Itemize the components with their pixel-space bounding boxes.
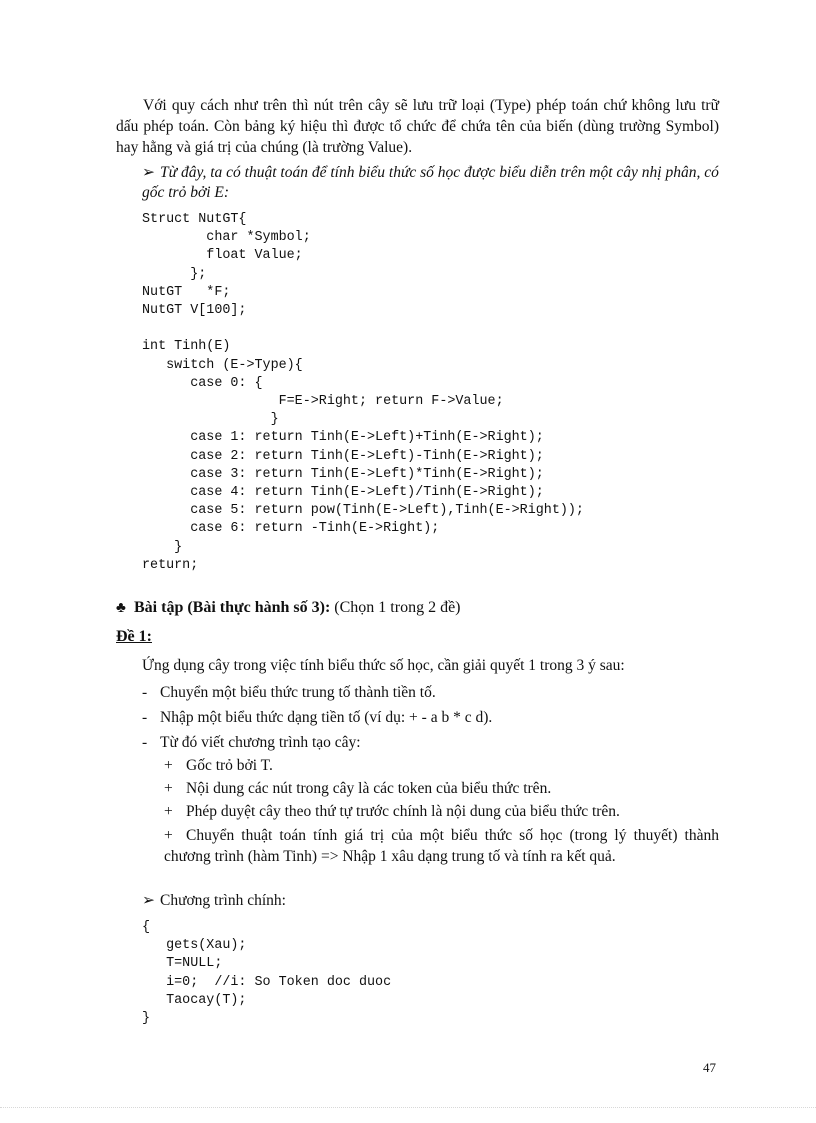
de1-subitem-text: Gốc trỏ bởi T. [186,757,273,774]
code-line: char *Symbol; [142,230,311,246]
dash-bullet: - [142,684,148,701]
code-line: T=NULL; [142,956,223,972]
exercise-heading-note: (Chọn 1 trong 2 đề) [330,599,461,616]
de1-subitem [164,825,719,867]
de1-title: Đề 1: [116,628,152,645]
de1-item-text: Nhập một biểu thức dạng tiền tố (ví dụ: + - a b * c d). [160,709,493,726]
code-line: } [142,1011,151,1027]
code-line: Taocay(T); [142,992,247,1008]
code-line: F=E->Right; return F->Value; [142,394,504,410]
club-bullet-icon: ♣ [116,600,126,616]
de1-subitem [164,756,273,776]
code-line: case 6: return -Tinh(E->Right); [142,521,440,537]
de1-subitem-text: Chuyển thuật toán tính giá trị của một biểu thức số học (trong lý thuyết) thành chương trình (hàm Tinh) => Nhập 1 xâu dạng trung tố và tính ra kết quả. [164,827,719,865]
plus-bullet: + [164,780,173,797]
exercise-heading [116,597,461,619]
code-line: switch (E->Type){ [142,357,303,373]
de1-item-text: Chuyển một biểu thức trung tố thành tiền tố. [160,684,436,701]
code-block-tinh [142,211,584,575]
de1-subitem-text: Phép duyệt cây theo thứ tự trước chính là nội dung của biểu thức trên. [186,803,620,820]
plus-bullet: + [164,757,173,774]
code-line: int Tinh(E) [142,339,231,355]
arrow-bullet-icon: ➢ [142,164,155,181]
de1-subitem-text: Nội dung các nút trong cây là các token của biểu thức trên. [186,780,552,797]
de1-intro: Ứng dụng cây trong việc tính biểu thức số học, cần giải quyết 1 trong 3 ý sau: [142,657,625,674]
code-line: case 0: { [142,375,263,391]
code-line: case 1: return Tinh(E->Left)+Tinh(E->Right); [142,430,544,446]
de1-item [142,733,361,753]
code-line: { [142,920,151,935]
de1-subitem [164,802,620,822]
de1-subitem [164,779,551,799]
de1-item [142,683,436,703]
dash-bullet: - [142,709,148,726]
code-line: case 2: return Tinh(E->Left)-Tinh(E->Right); [142,448,544,464]
code-line: Struct NutGT{ [142,212,247,227]
algorithm-intro [142,163,719,203]
code-line: case 5: return pow(Tinh(E->Left),Tinh(E->Right)); [142,503,584,519]
main-program-label [142,891,719,911]
dash-bullet: - [142,734,148,751]
code-line: NutGT *F; [142,284,231,300]
code-line: float Value; [142,248,303,264]
code-line: } [142,539,183,555]
page-number: 47 [703,1060,716,1075]
footer-divider [0,1107,816,1108]
exercise-heading-bold: Bài tập (Bài thực hành số 3): [134,599,331,616]
algorithm-intro-text: Từ đây, ta có thuật toán để tính biểu thức số học được biểu diễn trên một cây nhị phân, có gốc trỏ bởi E: [142,164,719,201]
code-block-main [142,919,391,1028]
code-line: } [142,412,279,428]
code-line: NutGT V[100]; [142,303,247,319]
intro-paragraph: Với quy cách như trên thì nút trên cây sẽ lưu trữ loại (Type) phép toán chứ không lưu trữ dấu phép toán. Còn bảng ký hiệu thì được tổ chức để chứa tên của biến (dùng trường Symbol) hay hằng và giá trị của chúng (là trường Value). [116,97,719,156]
plus-bullet: + [164,827,173,844]
de1-item-text: Từ đó viết chương trình tạo cây: [160,734,361,751]
main-program-label-text: Chương trình chính: [160,892,286,909]
plus-bullet: + [164,803,173,820]
code-line: case 4: return Tinh(E->Left)/Tinh(E->Right); [142,485,544,501]
code-line: return; [142,557,199,573]
de1-item [142,708,492,728]
code-line: }; [142,266,207,282]
code-line: i=0; //i: So Token doc duoc [142,974,392,990]
arrow-bullet-icon: ➢ [142,892,155,909]
code-line: case 3: return Tinh(E->Left)*Tinh(E->Right); [142,466,544,482]
code-line: gets(Xau); [142,938,247,954]
